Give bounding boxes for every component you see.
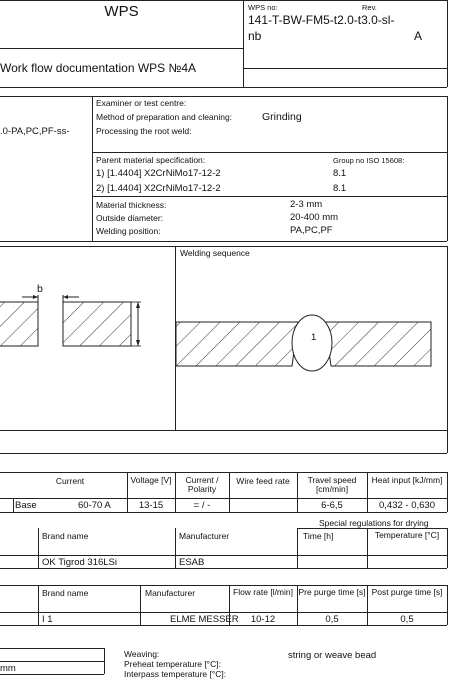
filler-manufacturer-header: Manufacturer: [179, 531, 230, 541]
position-value: PA,PC,PF: [290, 225, 333, 236]
wps-no-label: WPS no:: [248, 3, 278, 12]
rev-label: Rev.: [362, 3, 377, 12]
polarity-cell: = / -: [193, 500, 211, 511]
thickness-label: Material thickness:: [96, 200, 167, 210]
welding-sequence-label: Welding sequence: [180, 248, 250, 258]
filler-brand-value: OK Tigrod 316LSi: [42, 557, 117, 568]
pre-purge-value: 0,5: [325, 614, 339, 625]
gas-brand-header: Brand name: [42, 588, 89, 598]
group-label: Group no ISO 15608:: [333, 156, 405, 165]
document-subtitle: Work flow documentation WPS №4A: [0, 61, 197, 75]
voltage-header: Voltage [V]: [130, 475, 172, 485]
heat-input-header: Heat input [kJ/mm]: [371, 475, 443, 485]
parent-material-2: 2) [1.4404] X2CrNiMo17-12-2: [96, 183, 221, 194]
joint-preparation-sketch: [0, 247, 175, 429]
thickness-value: 2-3 mm: [290, 199, 323, 210]
preparation-method-value: Grinding: [262, 111, 302, 123]
preparation-method-label: Method of preparation and cleaning:: [96, 112, 233, 122]
weaving-left-value: mm: [0, 663, 16, 674]
gas-manufacturer-header: Manufacturer: [145, 588, 196, 598]
heat-input-cell: 0,432 - 0,630: [379, 500, 435, 511]
wps-number-line2: nb: [248, 29, 262, 43]
gap-dimension-label: b: [37, 283, 43, 295]
examiner-label: Examiner or test centre:: [96, 98, 187, 108]
current-header: Current: [55, 476, 85, 486]
parent-material-label: Parent material specification:: [96, 155, 206, 165]
root-processing-label: Processing the root weld:: [96, 126, 192, 136]
pre-purge-header: Pre purge time [s]: [298, 587, 366, 597]
travel-speed-header: Travel speed [cm/min]: [307, 475, 357, 494]
polarity-header: Current / Polarity: [185, 475, 219, 494]
interpass-temperature-label: Interpass temperature [°C]:: [124, 669, 227, 679]
wire-feed-header: Wire feed rate: [236, 476, 290, 486]
bead-type-cell: Base: [15, 500, 37, 511]
wps-number-line1: 141-T-BW-FM5-t2.0-t3.0-sl-: [248, 13, 395, 27]
gas-manufacturer-value: ELME MESSER: [170, 614, 239, 625]
diameter-value: 20-400 mm: [290, 212, 339, 223]
group-value-2: 8.1: [333, 183, 347, 194]
position-label: Welding position:: [96, 226, 161, 236]
drying-time-header: Time [h]: [303, 531, 334, 541]
diameter-label: Outside diameter:: [96, 213, 164, 223]
voltage-cell: 13-15: [138, 500, 164, 511]
bead-number: 1: [311, 332, 317, 343]
preheat-temperature-label: Preheat temperature [°C]:: [124, 659, 221, 669]
weaving-label: Weaving:: [124, 649, 160, 659]
drying-regulations-label: Special regulations for drying: [319, 518, 429, 528]
group-value-1: 8.1: [333, 168, 347, 179]
post-purge-header: Post purge time [s]: [371, 587, 443, 597]
flow-rate-header: Flow rate [l/min]: [233, 587, 293, 597]
filler-manufacturer-value: ESAB: [179, 557, 205, 568]
filler-brand-header: Brand name: [42, 531, 89, 541]
revision-value: A: [414, 29, 423, 43]
drying-temperature-header: Temperature [°C]: [374, 530, 440, 540]
document-title: WPS: [104, 3, 139, 20]
parent-material-1: 1) [1.4404] X2CrNiMo17-12-2: [96, 168, 221, 179]
process-code-fragment: .0-PA,PC,PF-ss-: [0, 126, 70, 137]
travel-speed-cell: 6-6,5: [321, 500, 343, 511]
flow-rate-value: 10-12: [250, 614, 276, 625]
current-cell: 60-70 A: [78, 500, 111, 511]
weaving-value: string or weave bead: [288, 650, 377, 661]
gas-brand-value: I 1: [42, 614, 53, 625]
post-purge-value: 0,5: [400, 614, 414, 625]
